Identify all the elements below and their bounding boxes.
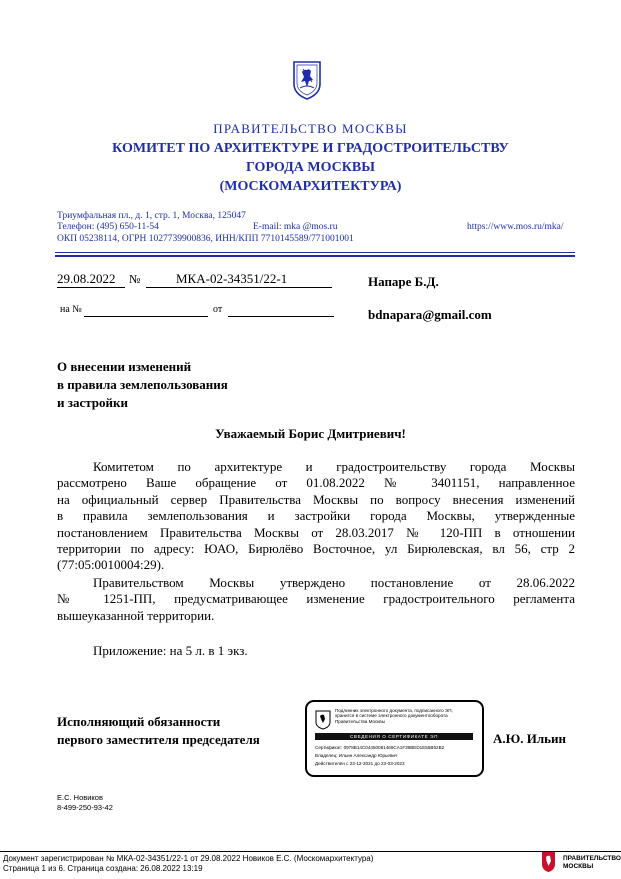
position-line: первого заместителя председателя (57, 732, 260, 747)
paragraph-line: (77:05:0010004:29). (57, 557, 165, 573)
reference-number-blank (84, 316, 208, 317)
header-divider-thick (55, 255, 575, 257)
recipient-name: Напаре Б.Д. (368, 274, 439, 289)
footer-line: Страница 1 из 6. Страница создана: 26.08.2022 13:19 (3, 863, 203, 873)
logo-text-line: ПРАВИТЕЛЬСТВО (563, 855, 621, 862)
committee-name-line3: (МОСКОМАРХИТЕКТУРА) (219, 179, 402, 194)
paragraph-line: Правительством Москвы утверждено постановление от 28.06.2022 (93, 575, 575, 590)
email: E-mail: mka @mos.ru (253, 222, 338, 232)
paragraph-line: территории по адресу: ЮАО, Бирюлёво Восточное, ул Бирюлевская, вл 56, стр 2 (57, 541, 575, 557)
document-number: МКА-02-34351/22-1 (146, 271, 332, 288)
government-name: ПРАВИТЕЛЬСТВО МОСКВЫ (213, 121, 408, 136)
footer-line: Документ зарегистрирован № МКА-02-34351/22-1 от 29.08.2022 Новиков Е.С. (Москомархитектура) (3, 854, 374, 863)
subject (57, 358, 228, 412)
moscow-coat-of-arms-icon (292, 60, 322, 100)
subject-line: О внесении изменений (57, 359, 192, 374)
reference-date-blank (228, 316, 334, 317)
position-line: Исполняющий обязанности (57, 714, 221, 729)
paragraph-line: на официальный сервер Правительства Москвы по вопросу внесения изменений (57, 491, 575, 507)
stamp-header (335, 708, 477, 724)
registry-codes: ОКП 05238114, ОГРН 1027739900836, ИНН/КПП 7710145589/771001001 (57, 234, 354, 244)
paragraph-line: Комитетом по архитектуре и градостроительству города Москвы (93, 459, 575, 474)
reference-date-label: от (213, 304, 223, 315)
paragraph-line: в правила землепользования и застройки города Москвы, утвержденные (57, 508, 575, 524)
subject-line: в правила землепользования (57, 377, 228, 392)
moscow-logo-text (563, 855, 621, 871)
executor-phone: 8-499-250-93-42 (57, 803, 113, 812)
greeting: Уважаемый Борис Дмитриевич! (215, 426, 406, 441)
recipient-email: bdnapara@gmail.com (368, 307, 492, 322)
stamp-header-line: Подлинник электронного документа, подписанного ЭП, (335, 708, 453, 713)
committee-name-line1: КОМИТЕТ ПО АРХИТЕКТУРЕ И ГРАДОСТРОИТЕЛЬСТВУ (112, 141, 509, 156)
signatory-name: А.Ю. Ильин (493, 731, 567, 746)
certificate-validity: Действителен с 23-12-2021 до 23-03-2023 (315, 761, 405, 766)
stamp-header-line: Правительства Москвы (335, 718, 386, 724)
number-sign: № (129, 272, 141, 286)
committee-name-line2: ГОРОДА МОСКВЫ (246, 160, 375, 175)
body-paragraph-2 (57, 575, 575, 624)
subject-line: и застройки (57, 395, 128, 410)
paragraph-line: постановлением Правительства Москвы от 28.03.2017 № 120-ПП в отношении (57, 524, 575, 540)
document-date: 29.08.2022 (57, 271, 125, 288)
certificate-owner: Владелец: Ильин Александр Юрьевич (315, 753, 398, 758)
paragraph-line: вышеуказанной территории. (57, 607, 215, 623)
header-divider-thin (55, 252, 575, 253)
signatory-position (57, 713, 260, 749)
address: Триумфальная пл., д. 1, стр. 1, Москва, 125047 (57, 211, 246, 221)
footer-divider (0, 851, 621, 852)
moscow-logo-icon (541, 851, 556, 873)
certificate-number: Сертификат: 0978B14C04450081469CA1F39BED1E55B52B2 (315, 745, 445, 750)
registration-footer (3, 854, 373, 873)
stamp-header-line: хранится в системе электронного документооборота (335, 713, 448, 719)
phone: Телефон: (495) 650-11-54 (57, 222, 159, 232)
body-paragraph-1 (57, 459, 575, 574)
executor-name: Е.С. Новиков (57, 793, 103, 802)
moscow-coat-of-arms-icon (315, 710, 331, 730)
attachment-note: Приложение: на 5 л. в 1 экз. (93, 643, 248, 658)
e-signature-stamp (305, 700, 484, 777)
stamp-title: СВЕДЕНИЯ О СЕРТИФИКАТЕ ЭП (315, 733, 473, 740)
paragraph-line: рассмотрено Ваше обращение от 01.08.2022 № 3401151, направленное (57, 475, 575, 491)
website-link[interactable]: https://www.mos.ru/mka/ (467, 222, 564, 232)
reference-number-label: на № (60, 304, 82, 315)
paragraph-line: № 1251-ПП, предусматривающее изменение градостроительного регламента (57, 591, 575, 607)
logo-text-line: МОСКВЫ (563, 863, 594, 870)
